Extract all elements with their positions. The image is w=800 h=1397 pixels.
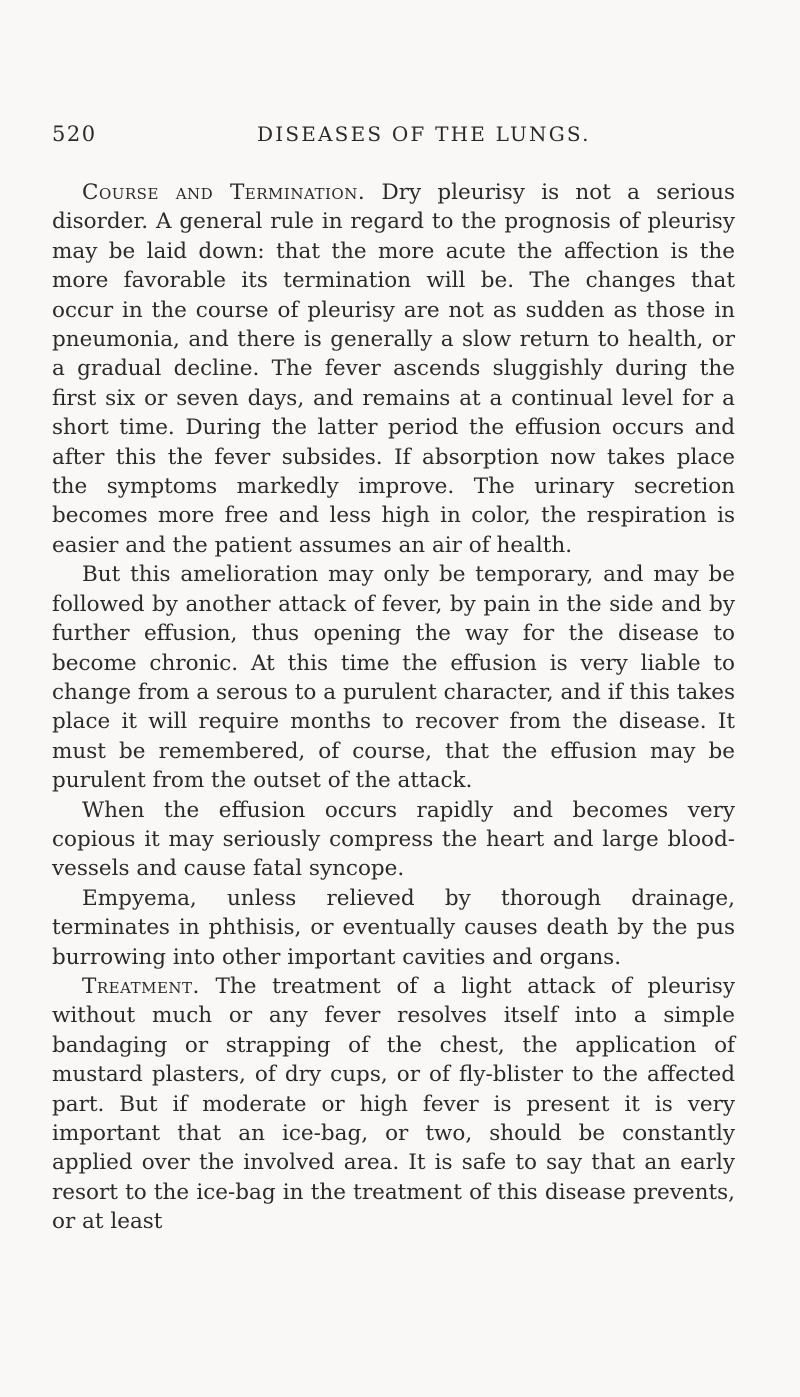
paragraph-amelioration <box>52 560 735 795</box>
paragraph-treatment <box>52 972 735 1237</box>
paragraph-text: Empyema, unless relieved by thorough drainage, terminates in phthisis, or eventually causes death by the pus burrowing into other important cavities and organs. <box>52 885 735 970</box>
paragraph-text: Dry pleurisy is not a serious disorder. A general rule in regard to the prognosis of pleurisy may be laid down: that the more acute the affection is the more favorable its termination will be. The changes that occur in the course of pleurisy are not as sudden as those in pneumonia, and there is generally a slow return to health, or a gradual decline. The fever ascends sluggishly during the first six or seven days, and remains at a continual level for a short time. During the latter period the effusion occurs and after this the fever subsides. If absorption now takes place the symptoms markedly improve. The urinary secretion becomes more free and less high in color, the respiration is easier and the patient assumes an air of health. <box>52 180 735 558</box>
section-heading-treatment: Treatment. <box>82 973 200 999</box>
paragraph-text: When the effusion occurs rapidly and becomes very copious it may seriously compress the heart and large blood-vessels and cause fatal syncope. <box>52 797 735 882</box>
paragraph-text: The treatment of a light attack of pleurisy without much or any fever resolves itself into a simple bandaging or strapping of the chest, the application of mustard plasters, of dry cups, or of fly-blister to the affected part. But if moderate or high fever is present it is very important that an ice-bag, or two, should be constantly applied over the involved area. It is safe to say that an early resort to the ice-bag in the treatment of this disease prevents, or at least <box>52 973 735 1235</box>
paragraph-course-and-termination <box>52 178 735 560</box>
paragraph-text: But this amelioration may only be temporary, and may be followed by another attack of fever, by pain in the side and by further effusion, thus opening the way for the disease to become chronic. At this time the effusion is very liable to change from a serous to a purulent character, and if this takes place it will require months to recover from the disease. It must be remembered, of course, that the effusion may be purulent from the outset of the attack. <box>52 562 735 794</box>
section-heading-course-and-termination: Course and Termination. <box>82 180 366 205</box>
running-title: DISEASES OF THE LUNGS. <box>257 122 591 146</box>
paragraph-copious-effusion <box>52 796 735 884</box>
body-text <box>52 178 735 1237</box>
paragraph-empyema <box>52 884 735 972</box>
running-head <box>52 122 722 152</box>
page-number: 520 <box>52 122 97 146</box>
